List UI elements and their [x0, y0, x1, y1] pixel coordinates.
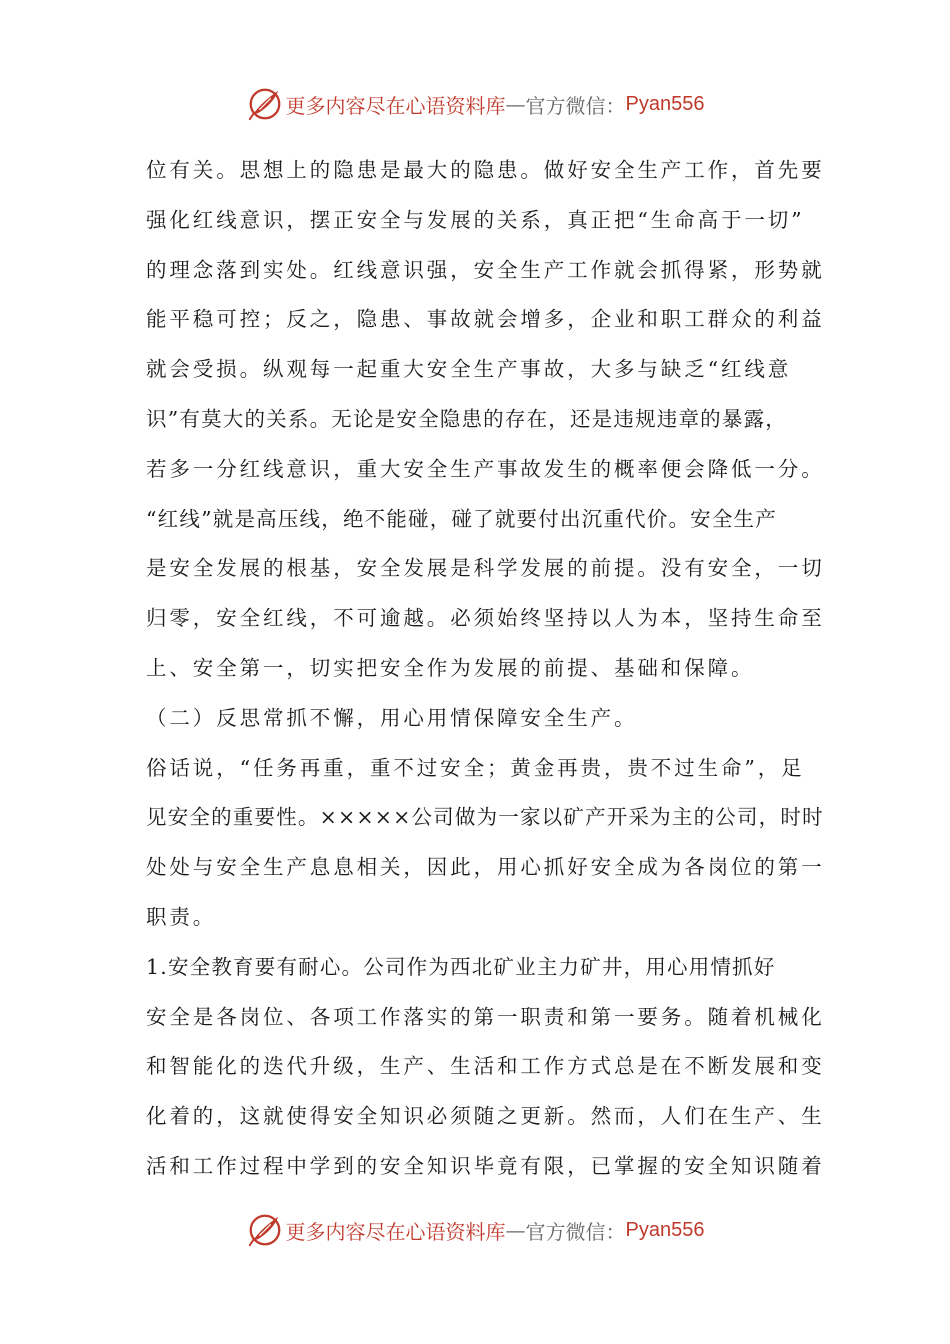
text-line: 的理念落到实处。红线意识强，安全生产工作就会抓得紧，形势就 [146, 257, 825, 282]
text-line: 上、安全第一，切实把安全作为发展的前提、基础和保障。 [146, 655, 755, 680]
header-wechat-label: 官方微信： [525, 93, 626, 118]
text-line: 强化红线意识，摆正安全与发展的关系，真正把“生命高于一切” [146, 207, 805, 232]
text-line: 化着的，这就使得安全知识必须随之更新。然而，人们在生产、生 [146, 1104, 825, 1129]
text-line: 活和工作过程中学到的安全知识毕竟有限，已掌握的安全知识随着 [146, 1153, 825, 1178]
header-separator: — [505, 92, 526, 116]
document-body [146, 146, 825, 1192]
text-line: 归零，安全红线，不可逾越。必须始终坚持以人为本，坚持生命至 [146, 606, 825, 631]
footer-separator: — [505, 1218, 526, 1242]
text-line: 见安全的重要性。×××××公司做为一家以矿产开采为主的公司，时时 [146, 805, 824, 830]
text-line: 能平稳可控；反之，隐患、事故就会增多，企业和职工群众的利益 [146, 307, 825, 332]
text-line: “红线”就是高压线，绝不能碰，碰了就要付出沉重代价。安全生产 [146, 506, 777, 531]
text-line: 识”有莫大的关系。无论是安全隐患的存在，还是违规违章的暴露， [146, 406, 787, 431]
text-line: 处处与安全生产息息相关，因此，用心抓好安全成为各岗位的第一 [146, 855, 825, 880]
feather-pen-logo-icon [246, 85, 284, 123]
footer-wechat-label: 官方微信： [525, 1219, 626, 1244]
text-line: 安全是各岗位、各项工作落实的第一职责和第一要务。随着机械化 [146, 1004, 825, 1029]
footer-wechat-id: Pyan556 [625, 1218, 705, 1241]
text-line: 俗话说，“任务再重，重不过安全；黄金再贵，贵不过生命”，足 [146, 755, 805, 780]
footer-site-text: 更多内容尽在心语资料库 [285, 1219, 506, 1244]
header-banner [0, 84, 950, 124]
footer-banner [0, 1210, 950, 1250]
feather-pen-logo-icon [246, 1211, 284, 1249]
header-wechat-id: Pyan556 [625, 92, 705, 115]
text-line: 位有关。思想上的隐患是最大的隐患。做好安全生产工作，首先要 [146, 158, 825, 182]
text-line: 就会受损。纵观每一起重大安全生产事故，大多与缺乏“红线意 [146, 357, 792, 382]
text-line: 是安全发展的根基，安全发展是科学发展的前提。没有安全，一切 [146, 556, 825, 581]
text-line: 和智能化的迭代升级，生产、生活和工作方式总是在不断发展和变 [146, 1054, 825, 1079]
text-line: 职责。 [146, 904, 217, 929]
text-line: 若多一分红线意识，重大安全生产事故发生的概率便会降低一分。 [146, 456, 825, 481]
header-site-text: 更多内容尽在心语资料库 [285, 93, 506, 118]
section-heading: （二）反思常抓不懈，用心用情保障安全生产。 [146, 705, 638, 730]
text-line: 1.安全教育要有耐心。公司作为西北矿业主力矿井，用心用情抓好 [146, 954, 776, 979]
